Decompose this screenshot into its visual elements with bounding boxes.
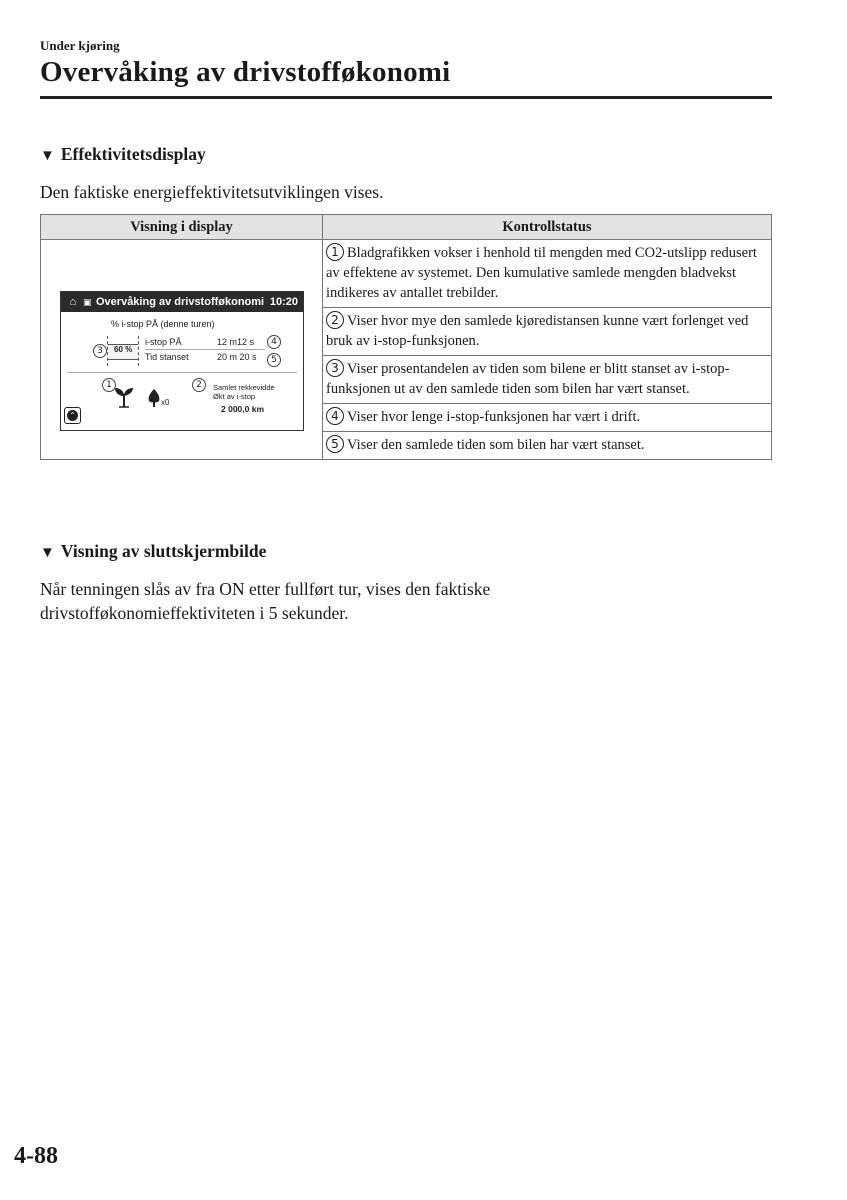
callout-4: 4 — [267, 335, 281, 349]
triangle-down-icon: ▼ — [40, 148, 55, 164]
status-row-1 — [323, 240, 772, 308]
heading-text: Effektivitetsdisplay — [60, 144, 206, 164]
status-row-5 — [323, 432, 772, 460]
display-screen — [60, 291, 304, 431]
display-illustration-cell — [41, 240, 323, 460]
heading-effektivitetsdisplay — [40, 144, 206, 165]
range-value: 2 000,0 km — [221, 404, 265, 414]
column-header-status: Kontrollstatus — [323, 215, 772, 240]
page-title: Overvåking av drivstofføkonomi — [40, 56, 451, 88]
stopped-value: 20 m 20 s — [217, 352, 257, 362]
tree-count: x0 — [161, 398, 170, 407]
heading-text: Visning av sluttskjermbilde — [60, 541, 267, 561]
section-label: Under kjøring — [40, 38, 120, 53]
tree-icon — [147, 388, 161, 408]
range-sublabel: Økt av i-stop — [213, 392, 256, 401]
column-header-display: Visning i display — [41, 215, 323, 240]
callout-1: 1 — [102, 378, 116, 392]
callout-number-5: 5 — [326, 435, 344, 453]
heading-sluttskjermbilde — [40, 541, 266, 562]
callout-number-4: 4 — [326, 407, 344, 425]
return-button — [64, 407, 81, 424]
istop-percent-label: % i-stop PÅ (denne turen) — [111, 319, 215, 329]
screen-header — [61, 292, 303, 312]
callout-number-2: 2 — [326, 311, 344, 329]
stopped-label: Tid stanset — [145, 352, 189, 362]
intro-paragraph: Den faktiske energieffektivitetsutviklingen vises. — [40, 182, 384, 202]
screen-time: 10:20 — [269, 296, 298, 308]
status-table — [40, 214, 772, 460]
status-text: Viser prosentandelen av tiden som bilene er blitt stanset av i-stop-funksjonen ut av den samlede tiden som bilen har vært stanset. — [326, 361, 730, 397]
screen-title: Overvåking av drivstofføkonomi — [96, 296, 265, 308]
table-row — [41, 240, 772, 308]
table-header-row — [41, 215, 772, 240]
section-divider — [67, 372, 297, 373]
chevron-up-icon: ⌃ — [67, 410, 78, 421]
status-text: Viser den samlede tiden som bilen har vært stanset. — [347, 437, 645, 453]
callout-5: 5 — [267, 353, 281, 367]
callout-number-1: 1 — [326, 243, 344, 261]
status-text: Bladgrafikken vokser i henhold til mengden med CO2-utslipp redusert av effektene av systemet. Den kumulative samlede mengden bladvekst indikeres av antallet trebilder. — [326, 245, 757, 301]
istop-on-value: 12 m12 s — [217, 337, 255, 347]
status-row-2 — [323, 308, 772, 356]
leaf-sprout-icon — [113, 384, 135, 408]
status-text: Viser hvor lenge i-stop-funksjonen har vært i drift. — [347, 409, 641, 425]
home-icon: ⌂ — [69, 296, 77, 308]
istop-on-label: i-stop PÅ — [145, 337, 182, 347]
status-row-4 — [323, 404, 772, 432]
row-divider — [145, 349, 265, 350]
page-number: 4-88 — [14, 1143, 58, 1169]
callout-2: 2 — [192, 378, 206, 392]
status-row-3 — [323, 356, 772, 404]
title-divider — [40, 96, 772, 99]
range-label: Samlet rekkevidde — [213, 383, 275, 392]
body-paragraph: Når tenningen slås av fra ON etter fullført tur, vises den faktiske drivstofføkonomieffektiviteten i 5 sekunder. — [40, 579, 491, 623]
istop-percent-value: 60 % — [114, 345, 133, 354]
callout-3: 3 — [93, 344, 107, 358]
callout-number-3: 3 — [326, 359, 344, 377]
triangle-down-icon: ▼ — [40, 545, 55, 561]
menu-icon: ▣ — [83, 296, 92, 307]
status-text: Viser hvor mye den samlede kjøredistansen kunne vært forlenget ved bruk av i-stop-funksjonen. — [326, 313, 749, 349]
